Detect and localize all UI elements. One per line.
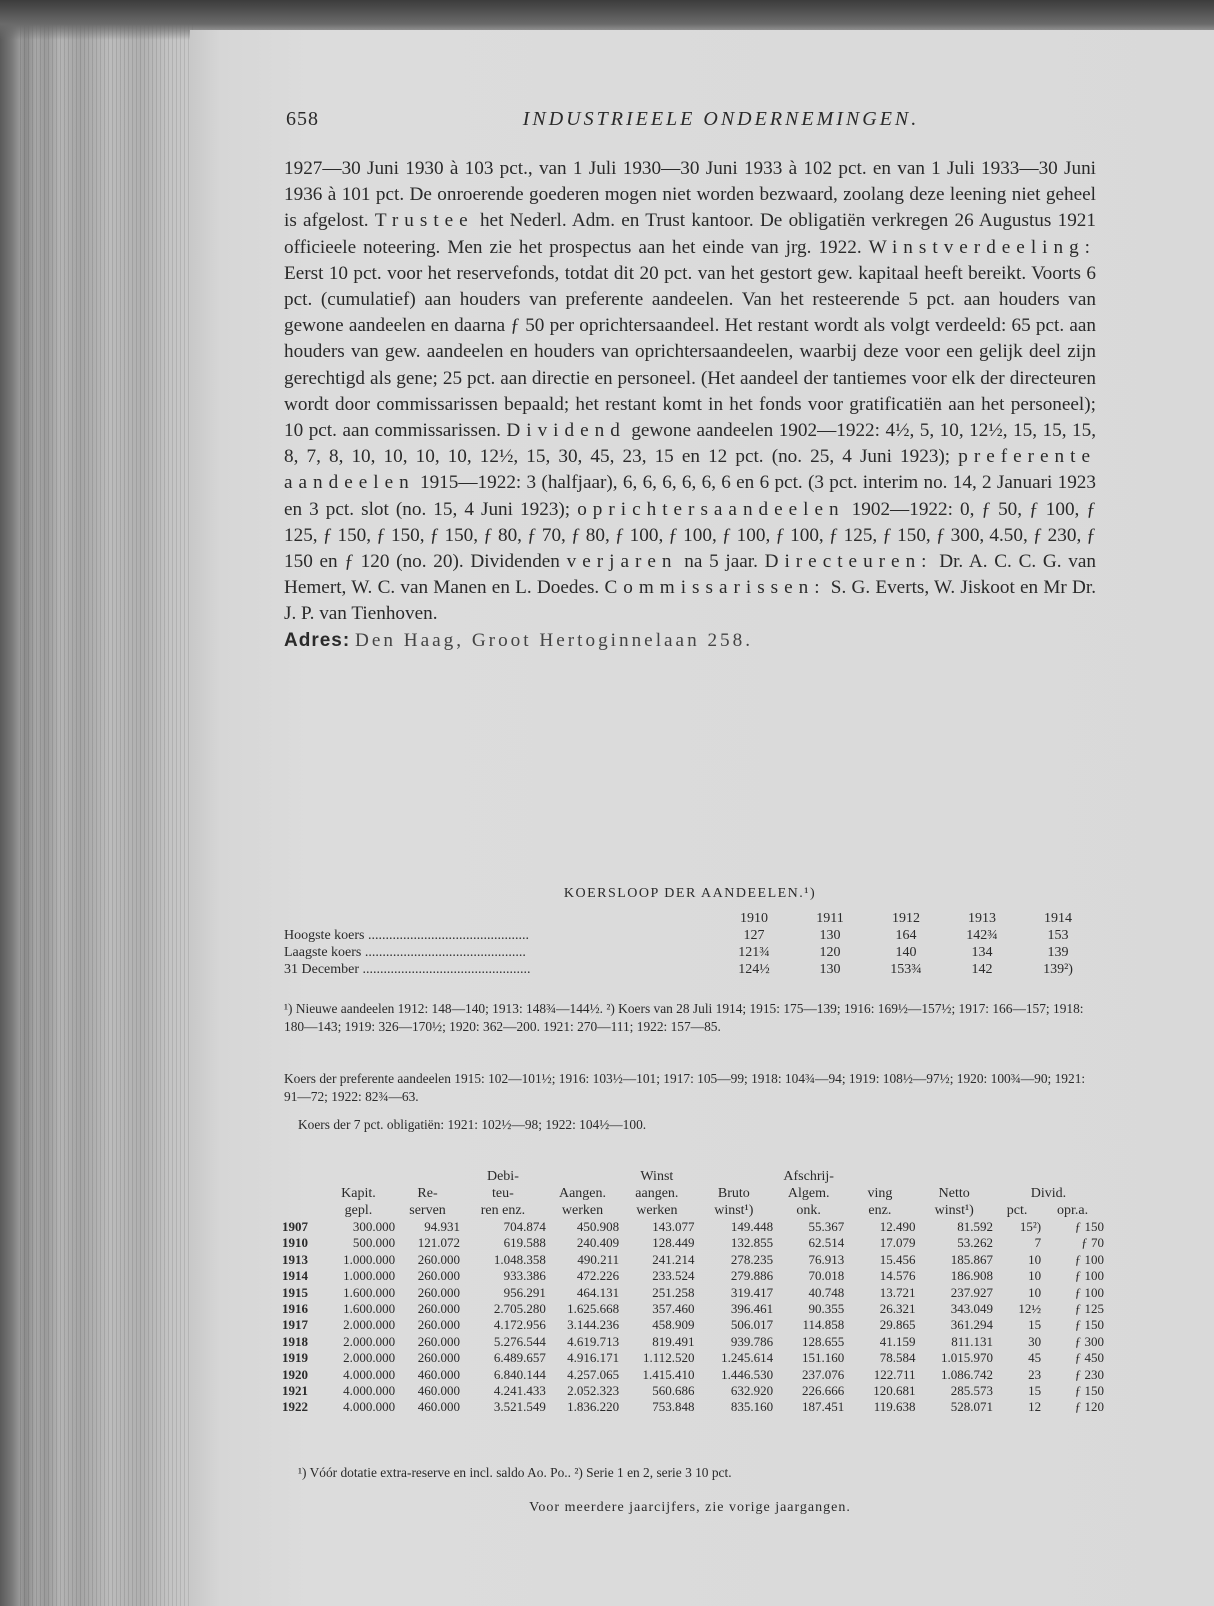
table-cell: 186.908 — [950, 1268, 993, 1284]
table-cell: 12.490 — [879, 1219, 916, 1234]
text-run: het Nederl. Adm. en Trust kantoor. De obligatiën verkregen 26 Augustus 1921 officieele noteering. Men zie het prospectus aan het einde van jrg. 1922. — [284, 210, 1096, 258]
table-cell: 1.625.668 — [567, 1301, 620, 1317]
text-run: Dr. A. C. C. G. van Hemert, W. C. van Manen en L. Doedes. — [284, 551, 1096, 599]
text-run: gewone aandeelen 1902—1922: 4½, 5, 10, 12½, 15, 15, 15, 8, 7, 8, 10, 10, 10, 10, 12½, 15, 30, 45, 23, 15 en 12 pct. (no. 25, 4 Juni 1923); — [284, 420, 1096, 468]
header-cell — [844, 1168, 915, 1185]
year-cell: 1916 — [282, 1301, 308, 1317]
header-cell: Kapit. — [341, 1186, 376, 1201]
table-cell: 632.920 — [730, 1383, 774, 1399]
table-cell: 450.908 — [576, 1219, 620, 1234]
table-cell: 15 — [1028, 1383, 1042, 1399]
header-cell: Afschrij- — [783, 1169, 834, 1184]
header-cell — [322, 1168, 395, 1185]
table-row — [282, 1383, 1104, 1399]
year-header: 1913 — [968, 911, 996, 926]
table-cell: 10 — [1028, 1268, 1042, 1284]
table-cell: 6.840.144 — [493, 1366, 546, 1382]
table-cell: 1.048.358 — [493, 1251, 546, 1267]
table-cell: ƒ 100 — [1074, 1268, 1104, 1284]
table-cell: 130 — [819, 962, 841, 977]
table-row — [284, 927, 1096, 944]
table-cell: 15.456 — [879, 1251, 916, 1267]
table-cell: 260.000 — [417, 1317, 460, 1333]
address-label: Adres: — [284, 629, 351, 651]
spaced-term-preferente: preferente aandeelen — [284, 446, 1096, 494]
header-cell — [546, 1168, 619, 1185]
header-cell — [395, 1168, 460, 1185]
table-cell: 139 — [1047, 945, 1069, 960]
year-header: 1912 — [892, 911, 920, 926]
table-cell: 458.909 — [652, 1317, 695, 1333]
row-label: Hoogste koers .............................................. — [284, 928, 529, 943]
table-cell: 151.160 — [802, 1350, 845, 1366]
table-cell: 237.927 — [950, 1284, 993, 1300]
table-cell: 361.294 — [950, 1317, 993, 1333]
table-cell — [284, 910, 716, 927]
table-cell: 279.886 — [730, 1268, 774, 1284]
header-cell: Re- — [417, 1186, 438, 1201]
table-cell: ƒ 230 — [1074, 1366, 1104, 1382]
table-row — [282, 1252, 1104, 1268]
table-row — [284, 961, 1096, 978]
financial-rows — [282, 1219, 1104, 1416]
table-cell: 121.072 — [417, 1235, 460, 1251]
header-cell: onk. — [796, 1203, 821, 1218]
year-cell: 1921 — [282, 1383, 308, 1399]
table-cell: 819.491 — [652, 1333, 695, 1349]
table-cell: 4.000.000 — [343, 1366, 396, 1382]
table-cell: 464.131 — [576, 1284, 620, 1300]
header-cell: werken — [561, 1203, 604, 1218]
header-cell — [915, 1168, 992, 1185]
table-cell: 4.000.000 — [343, 1383, 396, 1399]
koersloop-title: KOERSLOOP DER AANDEELEN.¹) — [563, 886, 817, 901]
table-cell: 1.112.520 — [643, 1350, 695, 1366]
table-header-row — [282, 1202, 1104, 1219]
table-cell: 260.000 — [417, 1350, 460, 1366]
header-cell: enz. — [868, 1203, 892, 1218]
table-cell: 240.409 — [576, 1235, 620, 1251]
table-cell: 2.000.000 — [343, 1350, 396, 1366]
header-cell: teu- — [492, 1186, 514, 1201]
year-header: 1914 — [1044, 911, 1072, 926]
table-cell: 15²) — [1019, 1219, 1042, 1234]
table-cell: ƒ 100 — [1074, 1284, 1104, 1300]
obligatien-koers-note: Koers der 7 pct. obligatiën: 1921: 102½—98; 1922: 104½—100. — [298, 1117, 647, 1132]
header-cell: ving — [867, 1186, 893, 1201]
text-run: S. G. Everts, W. Jiskoot en Mr Dr. J. P. van Tienhoven. — [284, 577, 1096, 625]
year-cell: 1920 — [282, 1366, 308, 1382]
year-cell: 1918 — [282, 1333, 308, 1349]
table-cell: 2.052.323 — [567, 1383, 620, 1399]
year-cell: 1919 — [282, 1350, 308, 1366]
table-row — [282, 1301, 1104, 1317]
table-cell: 5.276.544 — [493, 1333, 546, 1349]
table-cell: 1.600.000 — [343, 1301, 396, 1317]
table-cell: ƒ 150 — [1074, 1383, 1104, 1399]
text-run: Eerst 10 pct. voor het reservefonds, totdat dit 20 pct. van het gestort gew. kapitaal heeft bereikt. Voorts 6 pct. (cumulatief) aan houders van preferente aandeelen. Van het resteerende 5 pct. aan houders van gewone aandeelen en daarna ƒ 50 per oprichtersaandeel. Het restant wordt als volgt verdeeld: 65 pct. aan houders van gew. aandeelen en houders van oprichtersaandeelen, waarbij deze voor een gelijk deel zijn gerechtigd als gene; 25 pct. aan directie en personeel. (Het aandeel der tantiemes voor elk der directeuren wordt door commissarissen bepaald; het restant komt in het fonds voor gratificatiën aan het personeel); 10 pct. aan commissarissen. — [284, 262, 1096, 442]
table-cell: 76.913 — [808, 1251, 845, 1267]
table-cell: 357.460 — [652, 1301, 695, 1317]
table-cell: 139²) — [1043, 962, 1073, 977]
table-cell: 149.448 — [730, 1219, 774, 1234]
table-cell: 460.000 — [417, 1399, 460, 1415]
table-cell: 260.000 — [417, 1301, 460, 1317]
preferente-koers-note: Koers der preferente aandeelen 1915: 102—101½; 1916: 103½—101; 1917: 105—99; 1918: 104¾—94; 1919: 108½—97½; 1920: 100¾—90; 1921: 91—72; 1922: 82¾—63. — [284, 1071, 1086, 1104]
table-cell: 460.000 — [417, 1383, 460, 1399]
year-header: 1910 — [740, 911, 768, 926]
table-cell: 140 — [895, 945, 917, 960]
text-run: na 5 jaar. — [677, 551, 765, 573]
spaced-term-winstverdeeling: Winstverdeeling: — [868, 236, 1096, 258]
table-cell: 1.600.000 — [343, 1284, 396, 1300]
year-cell: 1914 — [282, 1268, 308, 1284]
table-cell: 10 — [1028, 1251, 1042, 1267]
table-cell: 17.079 — [879, 1235, 916, 1251]
table-cell: 127 — [743, 928, 765, 943]
table-cell: 153 — [1047, 928, 1069, 943]
table-row — [282, 1367, 1104, 1383]
year-header: 1911 — [816, 911, 844, 926]
table-header-row — [284, 910, 1096, 927]
header-cell: Netto — [938, 1186, 970, 1201]
header-cell: werken — [636, 1203, 678, 1218]
table-cell: 2.000.000 — [343, 1333, 396, 1349]
table-cell: 704.874 — [503, 1219, 546, 1234]
page-number: 658 — [286, 108, 319, 130]
header-cell — [282, 1185, 322, 1202]
table-cell: 233.524 — [652, 1268, 695, 1284]
text-run: 1915—1922: 3 (halfjaar), 6, 6, 6, 6, 6, 6 en 6 pct. (3 pct. interim no. 14, 2 Januari 1923 en 3 pct. slot (no. 15, 4 Juni 1923); — [284, 472, 1096, 520]
year-cell: 1917 — [282, 1317, 308, 1333]
header-cell: Winst — [640, 1169, 674, 1184]
table-cell: 119.638 — [873, 1399, 916, 1415]
table-cell: 62.514 — [808, 1235, 845, 1251]
header-cell: aangen. — [635, 1186, 679, 1201]
table-cell: 29.865 — [879, 1317, 916, 1333]
table-row — [282, 1399, 1104, 1415]
table-cell: 7 — [1034, 1235, 1042, 1251]
spaced-term-verjaren: verjaren — [566, 551, 678, 573]
table-cell: 134 — [971, 945, 993, 960]
table-cell: 4.172.956 — [493, 1317, 546, 1333]
table-cell: 4.916.171 — [567, 1350, 620, 1366]
table-header-row — [282, 1168, 1104, 1185]
financial-table — [282, 1168, 1104, 1416]
table-row — [282, 1219, 1104, 1235]
table-cell: 472.226 — [576, 1268, 620, 1284]
table-row — [282, 1317, 1104, 1333]
table-cell: 506.017 — [730, 1317, 774, 1333]
spaced-term-commissarissen: Commissarissen: — [604, 577, 826, 599]
table-row — [284, 944, 1096, 961]
table-cell: 300.000 — [352, 1219, 396, 1234]
table-cell: 1.245.614 — [721, 1350, 774, 1366]
table-cell: ƒ 150 — [1074, 1317, 1104, 1333]
table-cell: 319.417 — [730, 1284, 774, 1300]
table-cell: 619.588 — [503, 1235, 546, 1251]
table-cell: 753.848 — [652, 1399, 695, 1415]
table-cell: 4.619.713 — [567, 1333, 620, 1349]
header-cell: ren enz. — [480, 1203, 526, 1218]
table-cell: 120.681 — [873, 1383, 916, 1399]
header-cell: Aangen. — [558, 1186, 607, 1201]
table-cell: 956.291 — [503, 1284, 546, 1300]
table-cell: ƒ 300 — [1074, 1333, 1104, 1349]
text-run: 1927—30 Juni 1930 à 103 pct., van 1 Juli 1930—30 Juni 1933 à 102 pct. en van 1 Juli 1933—30 Juni 1936 à 101 pct. De onroerende goederen mogen niet worden bezwaard, zoolang deze leening niet geheel is afgelost. — [284, 158, 1096, 232]
table-cell: 1.836.220 — [567, 1399, 620, 1415]
table-cell: 70.018 — [808, 1268, 845, 1284]
table-cell: 4.241.433 — [493, 1383, 546, 1399]
table-cell: 1.446.530 — [721, 1366, 774, 1382]
table-cell: 1.000.000 — [343, 1268, 396, 1284]
table-cell: ƒ 150 — [1074, 1219, 1104, 1234]
header-cell: pct. — [1006, 1203, 1028, 1218]
table-row — [282, 1235, 1104, 1251]
table-cell: 94.931 — [424, 1219, 460, 1234]
table-cell: 2.000.000 — [343, 1317, 396, 1333]
table-cell: 45 — [1028, 1350, 1042, 1366]
table-cell: 90.355 — [808, 1301, 845, 1317]
table-cell: 226.666 — [802, 1383, 845, 1399]
footer-note: Voor meerdere jaarcijfers, zie vorige jaargangen. — [529, 1500, 851, 1515]
header-cell: Debi- — [486, 1169, 519, 1184]
header-cell — [993, 1168, 1104, 1185]
table-cell: 4.257.065 — [567, 1366, 620, 1382]
header-cell: serven — [409, 1203, 446, 1218]
table-cell: 835.160 — [730, 1399, 774, 1415]
table-cell: 1.415.410 — [642, 1366, 695, 1382]
table-cell: 490.211 — [577, 1251, 620, 1267]
spaced-term-trustee: Trustee — [374, 210, 474, 232]
row-label: Laagste koers .............................................. — [284, 945, 526, 960]
header-cell: Algem. — [787, 1186, 830, 1201]
table-cell: 260.000 — [417, 1284, 460, 1300]
table-row — [282, 1285, 1104, 1301]
spaced-term-directeuren: Directeuren: — [764, 551, 933, 573]
table-cell: 1.086.742 — [940, 1366, 993, 1382]
table-cell: 396.461 — [730, 1301, 774, 1317]
table-cell: 14.576 — [879, 1268, 916, 1284]
table-cell: 114.858 — [802, 1317, 845, 1333]
table-cell: 81.592 — [957, 1219, 993, 1234]
table-cell: 528.071 — [950, 1399, 993, 1415]
table-cell: 13.721 — [879, 1284, 916, 1300]
table-cell: 30 — [1028, 1333, 1042, 1349]
table-cell: 128.449 — [652, 1235, 695, 1251]
table-cell: 3.521.549 — [493, 1399, 546, 1415]
body-text — [284, 156, 1096, 654]
header-cell — [282, 1202, 322, 1219]
table-cell: 124½ — [738, 962, 770, 977]
table-cell: 128.655 — [802, 1333, 845, 1349]
table-cell: ƒ 120 — [1074, 1399, 1104, 1415]
table-cell: 130 — [819, 928, 841, 943]
table-cell: 6.489.657 — [493, 1350, 546, 1366]
table-cell: 26.321 — [879, 1301, 916, 1317]
table-cell: 3.144.236 — [567, 1317, 620, 1333]
table-cell: 241.214 — [652, 1251, 695, 1267]
header-cell: opr.a. — [1057, 1203, 1089, 1218]
table-cell: 260.000 — [417, 1251, 460, 1267]
table-cell: 12½ — [1018, 1301, 1042, 1317]
table-cell: 185.867 — [950, 1251, 993, 1267]
table-cell: 23 — [1028, 1366, 1042, 1382]
company-description — [284, 156, 1096, 628]
table-cell: 460.000 — [417, 1366, 460, 1382]
table-cell: 41.159 — [879, 1333, 916, 1349]
address-value: Den Haag, Groot Hertoginnelaan 258. — [354, 629, 754, 651]
header-cell: Bruto — [717, 1186, 750, 1201]
table-cell: 251.258 — [652, 1284, 695, 1300]
table-cell: 120 — [819, 945, 841, 960]
page-header — [286, 108, 1156, 134]
spaced-term-oprichters: oprichtersaandeelen — [577, 498, 845, 520]
table-row — [282, 1350, 1104, 1366]
table-cell: 153¾ — [890, 962, 922, 977]
table-cell: 187.451 — [802, 1399, 845, 1415]
table-cell: ƒ 125 — [1074, 1301, 1104, 1317]
header-cell: Divid. — [1030, 1186, 1067, 1201]
table-cell: ƒ 450 — [1074, 1350, 1104, 1366]
table-row — [282, 1268, 1104, 1284]
table-cell: 343.049 — [950, 1301, 993, 1317]
header-cell: gepl. — [344, 1203, 373, 1218]
table-cell: 933.386 — [503, 1268, 546, 1284]
table-cell: 939.786 — [730, 1333, 774, 1349]
table-cell: 285.573 — [950, 1383, 993, 1399]
table-cell: ƒ 100 — [1074, 1251, 1104, 1267]
table-cell: 1.000.000 — [343, 1251, 396, 1267]
spaced-term-dividend: Dividend — [506, 420, 626, 442]
table-cell: 143.077 — [652, 1219, 695, 1234]
table-cell: 260.000 — [417, 1268, 460, 1284]
table-cell: 1.015.970 — [940, 1350, 993, 1366]
header-cell — [695, 1168, 774, 1185]
table-cell: 15 — [1028, 1317, 1042, 1333]
header-cell: winst¹) — [714, 1203, 754, 1218]
address-line — [284, 628, 1096, 654]
year-cell: 1907 — [282, 1219, 308, 1234]
table-cell: 2.705.280 — [493, 1301, 546, 1317]
table-cell: 12 — [1028, 1399, 1042, 1415]
table-cell: 53.262 — [957, 1235, 993, 1251]
text-run: 1902—1922: 0, ƒ 50, ƒ 100, ƒ 125, ƒ 150, ƒ 150, ƒ 150, ƒ 80, ƒ 70, ƒ 80, ƒ 100, ƒ 100, ƒ 100, ƒ 100, ƒ 125, ƒ 150, ƒ 300, 4.50, ƒ 230, ƒ 150 en ƒ 120 (no. 20). Dividenden — [284, 498, 1096, 573]
header-cell — [282, 1168, 322, 1185]
year-cell: 1913 — [282, 1251, 308, 1267]
page-edges — [20, 0, 195, 1606]
table-cell: 4.000.000 — [343, 1399, 396, 1415]
table-cell: 142¾ — [966, 928, 998, 943]
table-cell: 142 — [971, 962, 993, 977]
financial-footnote: ¹) Vóór dotatie extra-reserve en incl. saldo Ao. Po.. ²) Serie 1 en 2, serie 3 10 pct. — [298, 1465, 732, 1480]
table-cell: 121¾ — [738, 945, 770, 960]
table-row — [282, 1334, 1104, 1350]
koersloop-table — [284, 910, 1096, 978]
table-cell: 55.367 — [808, 1219, 845, 1234]
table-cell: 164 — [895, 928, 917, 943]
table-header-row — [282, 1185, 1104, 1202]
table-cell: 500.000 — [352, 1235, 396, 1251]
row-label: 31 December ................................................ — [284, 962, 531, 977]
table-cell: 78.584 — [879, 1350, 916, 1366]
year-cell: 1910 — [282, 1235, 308, 1251]
running-title: INDUSTRIEELE ONDERNEMINGEN. — [522, 108, 920, 130]
table-cell: 260.000 — [417, 1333, 460, 1349]
table-cell: 278.235 — [730, 1251, 774, 1267]
year-cell: 1915 — [282, 1284, 308, 1300]
table-cell: 132.855 — [730, 1235, 774, 1251]
year-cell: 1922 — [282, 1399, 308, 1415]
table-cell: 40.748 — [808, 1284, 845, 1300]
koersloop-footnote: ¹) Nieuwe aandeelen 1912: 148—140; 1913: 148¾—144½. ²) Koers van 28 Juli 1914; 1915: 175—139; 1916: 169½—157½; 1917: 166—157; 1918: 180—143; 1919: 326—170½; 1920: 362—200. 1921: 270—111; 1922: 157—85. — [284, 1001, 1084, 1034]
table-cell: 237.076 — [802, 1366, 845, 1382]
table-cell: 122.711 — [873, 1366, 916, 1382]
table-cell: 10 — [1028, 1284, 1042, 1300]
table-cell: 560.686 — [652, 1383, 695, 1399]
table-cell: 811.131 — [951, 1333, 993, 1349]
header-cell: winst¹) — [934, 1203, 974, 1218]
table-cell: ƒ 70 — [1081, 1235, 1104, 1251]
